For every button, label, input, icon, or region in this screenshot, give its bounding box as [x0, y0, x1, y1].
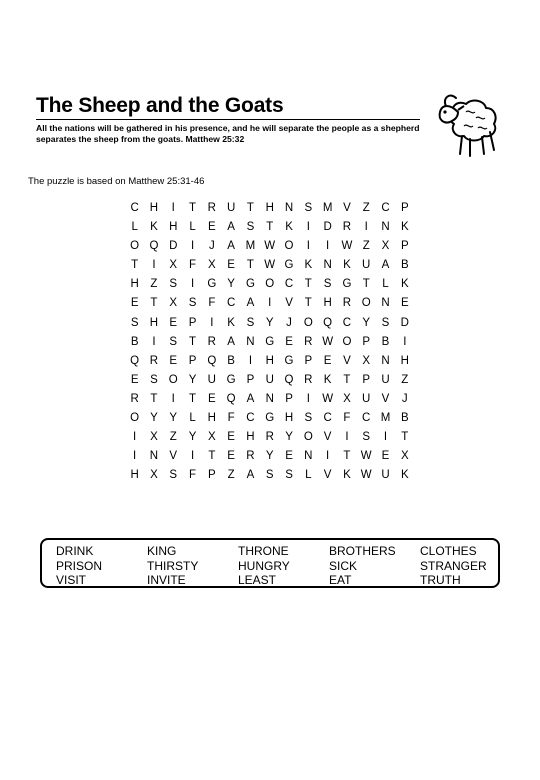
grid-letter: I — [152, 259, 156, 272]
grid-letter: S — [304, 202, 313, 214]
grid-letter: Y — [285, 431, 293, 444]
grid-letter: X — [169, 259, 178, 272]
grid-letter: N — [381, 354, 390, 367]
subtitle: All the nations will be gathered in his presence, and he will separate the people as a shepherd separates the sheep from the goats. Matthew 25:32 — [36, 123, 420, 144]
grid-letter: E — [227, 431, 235, 444]
grid-letter: K — [400, 221, 409, 234]
grid-letter: S — [130, 316, 139, 329]
grid-letter: L — [305, 469, 312, 482]
grid-letter: E — [169, 316, 178, 329]
grid-letter: B — [400, 259, 409, 272]
grid-letter: Y — [362, 316, 371, 329]
grid-letter: X — [208, 431, 216, 444]
grid-letter: U — [362, 259, 371, 272]
grid-letter: I — [171, 202, 175, 214]
grid-letter: I — [248, 354, 253, 367]
grid-letter: P — [285, 392, 293, 405]
grid-letter: A — [246, 392, 255, 405]
grid-letter: Z — [169, 431, 177, 444]
grid-letter: R — [304, 335, 313, 348]
grid-letter: Y — [265, 450, 274, 463]
grid-letter: T — [343, 373, 351, 386]
grid-letter: T — [189, 202, 197, 214]
grid-letter: R — [342, 221, 352, 234]
grid-letter: A — [246, 469, 255, 482]
grid-letter: O — [342, 335, 352, 348]
grid-letter: S — [169, 335, 178, 348]
grid-letter: C — [362, 412, 371, 425]
grid-letter: G — [342, 278, 352, 291]
grid-letter: M — [380, 412, 391, 425]
grid-letter: E — [227, 259, 235, 272]
grid-letter: I — [326, 450, 330, 463]
grid-letter: D — [169, 240, 178, 253]
page-title: The Sheep and the Goats — [36, 94, 284, 117]
grid-letter: H — [149, 316, 159, 329]
grid-letter: H — [169, 221, 178, 234]
grid-letter: X — [150, 431, 158, 444]
grid-letter: P — [400, 240, 409, 253]
grid-letter: X — [381, 240, 390, 253]
grid-letter: Y — [227, 278, 235, 291]
word-list-item: BROTHERS — [329, 544, 396, 558]
grid-letter: A — [246, 297, 255, 310]
grid-letter: Z — [362, 240, 370, 253]
grid-letter: K — [323, 373, 332, 386]
title-rule — [36, 119, 420, 120]
grid-letter: K — [343, 259, 351, 272]
grid-letter: U — [226, 202, 236, 214]
grid-letter: J — [208, 240, 215, 253]
grid-letter: H — [265, 354, 274, 367]
word-list-item: PRISON — [56, 558, 103, 573]
grid-letter: Q — [284, 373, 294, 386]
grid-letter: I — [383, 431, 388, 444]
grid-letter: V — [169, 450, 178, 463]
grid-letter: E — [400, 297, 409, 310]
word-list-item: INVITE — [147, 573, 186, 587]
grid-letter: H — [207, 412, 216, 425]
grid-letter: V — [285, 297, 293, 310]
grid-letter: C — [284, 278, 294, 291]
grid-letter: L — [382, 278, 389, 291]
grid-letter: S — [246, 221, 255, 234]
grid-letter: S — [169, 278, 178, 291]
grid-letter: O — [130, 412, 140, 425]
grid-letter: I — [326, 240, 330, 253]
word-list-item: DRINK — [56, 544, 94, 558]
grid-letter: O — [284, 240, 294, 253]
grid-letter: H — [149, 202, 159, 214]
grid-letter: N — [149, 450, 159, 463]
grid-letter: C — [323, 412, 332, 425]
grid-letter: E — [208, 221, 216, 234]
grid-letter: E — [169, 354, 178, 367]
grid-letter: R — [207, 335, 216, 348]
grid-letter: F — [227, 412, 235, 425]
grid-letter: X — [343, 392, 351, 405]
grid-letter: B — [227, 354, 235, 367]
grid-letter: V — [323, 469, 332, 482]
grid-letter: E — [285, 335, 293, 348]
grid-letter: N — [284, 202, 294, 214]
grid-letter: N — [265, 392, 274, 405]
grid-letter: H — [246, 431, 255, 444]
grid-letter: X — [362, 354, 371, 367]
grid-letter: G — [245, 278, 255, 291]
grid-letter: K — [343, 469, 351, 482]
grid-letter: S — [362, 431, 371, 444]
grid-letter: I — [171, 392, 175, 405]
grid-letter: H — [400, 354, 409, 367]
grid-letter: G — [284, 354, 294, 367]
grid-letter: S — [285, 469, 293, 482]
grid-letter: O — [303, 316, 313, 329]
word-list-item: CLOTHES — [420, 544, 477, 558]
grid-letter: S — [381, 316, 390, 329]
grid-letter: B — [381, 335, 390, 348]
grid-letter: N — [381, 297, 390, 310]
word-list-item: LEAST — [238, 573, 277, 587]
grid-letter: T — [304, 297, 312, 310]
grid-letter: W — [360, 450, 372, 463]
grid-letter: C — [381, 202, 390, 214]
grid-letter: Z — [362, 202, 370, 214]
grid-letter: Q — [323, 316, 333, 329]
grid-letter: T — [150, 297, 158, 310]
grid-letter: K — [400, 278, 409, 291]
grid-letter: T — [208, 450, 216, 463]
grid-letter: X — [169, 297, 178, 310]
grid-letter: L — [189, 221, 196, 234]
grid-letter: T — [304, 278, 312, 291]
grid-letter: C — [342, 316, 352, 329]
grid-letter: R — [246, 450, 255, 463]
grid-letter: S — [323, 278, 332, 291]
grid-letter: U — [265, 373, 274, 386]
grid-letter: A — [381, 259, 390, 272]
grid-letter: I — [364, 221, 368, 234]
grid-letter: H — [323, 297, 332, 310]
grid-letter: C — [226, 297, 236, 310]
grid-letter: I — [210, 316, 214, 329]
grid-letter: K — [400, 469, 409, 482]
grid-letter: T — [246, 259, 254, 272]
grid-letter: B — [400, 412, 409, 425]
grid-letter: I — [133, 450, 137, 463]
grid-letter: Q — [226, 392, 236, 405]
grid-letter: K — [150, 221, 158, 234]
grid-letter: R — [207, 202, 216, 214]
grid-letter: W — [341, 240, 353, 253]
grid-letter: A — [227, 335, 235, 348]
grid-letter: W — [322, 392, 334, 405]
grid-letter: Q — [149, 240, 159, 253]
grid-letter: S — [150, 373, 158, 386]
grid-letter: T — [362, 278, 370, 291]
word-list-box — [40, 538, 500, 588]
grid-letter: I — [268, 297, 272, 310]
grid-letter: E — [130, 373, 139, 386]
grid-letter: I — [133, 431, 137, 444]
grid-letter: G — [207, 278, 217, 291]
grid-letter: F — [208, 297, 216, 310]
grid-letter: F — [189, 259, 197, 272]
grid-letter: O — [168, 373, 178, 386]
grid-letter: Q — [207, 354, 217, 367]
grid-letter: U — [207, 373, 216, 386]
grid-letter: R — [149, 354, 159, 367]
grid-letter: H — [265, 202, 274, 214]
grid-letter: U — [381, 373, 390, 386]
grid-letter: F — [189, 469, 197, 482]
grid-letter: T — [189, 335, 197, 348]
grid-letter: A — [227, 240, 235, 253]
grid-letter: T — [246, 202, 254, 214]
grid-letter: S — [304, 412, 313, 425]
grid-letter: L — [189, 412, 196, 425]
grid-letter: C — [130, 202, 139, 214]
grid-letter: R — [304, 373, 313, 386]
grid-letter: S — [188, 297, 197, 310]
grid-letter: I — [190, 240, 195, 253]
grid-letter: V — [343, 202, 351, 214]
grid-letter: I — [345, 431, 349, 444]
grid-letter: Y — [150, 412, 158, 425]
word-list-item: EAT — [329, 573, 352, 587]
grid-letter: R — [265, 431, 274, 444]
grid-letter: O — [303, 431, 313, 444]
puzzle-intro: The puzzle is based on Matthew 25:31-46 — [28, 176, 205, 187]
grid-letter: I — [403, 335, 407, 348]
grid-letter: L — [131, 221, 138, 234]
grid-letter: Z — [150, 278, 158, 291]
grid-letter: K — [285, 221, 293, 234]
grid-letter: P — [400, 202, 409, 214]
word-list — [56, 544, 511, 588]
grid-letter: T — [189, 392, 197, 405]
grid-letter: B — [130, 335, 139, 348]
grid-letter: J — [401, 392, 408, 405]
grid-letter: V — [323, 431, 332, 444]
grid-letter: E — [381, 450, 390, 463]
grid-letter: N — [304, 450, 313, 463]
grid-letter: X — [208, 259, 216, 272]
grid-letter: S — [169, 469, 178, 482]
grid-letter: E — [208, 392, 216, 405]
grid-letter: P — [208, 469, 216, 482]
grid-letter: I — [306, 240, 310, 253]
grid-letter: I — [306, 221, 310, 234]
sheep-icon — [432, 84, 506, 160]
grid-letter: I — [306, 392, 310, 405]
grid-letter: Z — [401, 373, 409, 386]
grid-letter: K — [227, 316, 235, 329]
word-list-item: TRUTH — [420, 573, 461, 587]
grid-letter: O — [361, 297, 371, 310]
grid-letter: S — [246, 316, 255, 329]
grid-letter: J — [286, 316, 292, 329]
grid-letter: A — [227, 221, 235, 234]
grid-letter: W — [360, 469, 372, 482]
grid-letter: P — [362, 373, 371, 386]
grid-letter: P — [362, 335, 371, 348]
grid-letter: T — [401, 431, 409, 444]
word-list-item: THRONE — [238, 544, 289, 558]
word-search-grid — [125, 199, 414, 485]
grid-letter: P — [188, 354, 197, 367]
grid-letter: P — [188, 316, 197, 329]
grid-letter: I — [190, 278, 195, 291]
grid-letter: C — [246, 412, 255, 425]
grid-letter: E — [323, 354, 332, 367]
word-list-item: THIRSTY — [147, 558, 199, 573]
grid-letter: W — [322, 335, 334, 348]
word-list-item: VISIT — [56, 573, 87, 587]
grid-letter: H — [284, 412, 294, 425]
grid-letter: R — [342, 297, 352, 310]
header — [36, 94, 420, 145]
grid-letter: D — [400, 316, 409, 329]
word-list-item: SICK — [329, 558, 358, 573]
grid-letter: X — [150, 469, 158, 482]
grid-letter: U — [362, 392, 371, 405]
grid-letter: I — [190, 450, 195, 463]
grid-letter: U — [381, 469, 390, 482]
grid-letter: G — [265, 335, 275, 348]
grid-letter: N — [381, 221, 390, 234]
grid-letter: M — [322, 202, 333, 214]
grid-letter: O — [265, 278, 275, 291]
grid-letter: E — [130, 297, 139, 310]
grid-letter: I — [152, 335, 156, 348]
grid-letter: G — [226, 373, 236, 386]
grid-letter: O — [130, 240, 140, 253]
grid-letter: R — [130, 392, 139, 405]
word-list-item: HUNGRY — [238, 558, 290, 573]
grid-letter: M — [245, 240, 256, 253]
word-list-item: STRANGER — [420, 558, 487, 573]
grid-letter: H — [130, 278, 139, 291]
grid-letter: G — [265, 412, 275, 425]
grid-letter: F — [343, 412, 351, 425]
grid-letter: T — [131, 259, 139, 272]
grid-letter: N — [323, 259, 332, 272]
grid-letter: V — [343, 354, 351, 367]
grid-letter: X — [400, 450, 409, 463]
grid-letter: Y — [188, 373, 197, 386]
grid-letter: V — [381, 392, 390, 405]
grid-letter: Y — [169, 412, 178, 425]
grid-letter: T — [266, 221, 274, 234]
grid-letter: Y — [188, 431, 197, 444]
grid-letter: N — [246, 335, 255, 348]
grid-letter: T — [343, 450, 351, 463]
grid-letter: Y — [265, 316, 274, 329]
grid-letter: H — [130, 469, 139, 482]
grid-letter: K — [304, 259, 313, 272]
word-list-item: KING — [147, 544, 177, 558]
grid-letter: D — [323, 221, 332, 234]
grid-letter: G — [284, 259, 294, 272]
grid-letter: W — [264, 259, 276, 272]
grid-letter: Q — [130, 354, 140, 367]
grid-letter: Z — [227, 469, 235, 482]
grid-letter: T — [150, 392, 158, 405]
grid-letter: S — [265, 469, 274, 482]
grid-letter: P — [246, 373, 255, 386]
grid-letter: E — [285, 450, 293, 463]
grid-letter: E — [227, 450, 235, 463]
grid-letter: P — [304, 354, 313, 367]
grid-letter: W — [264, 240, 276, 253]
